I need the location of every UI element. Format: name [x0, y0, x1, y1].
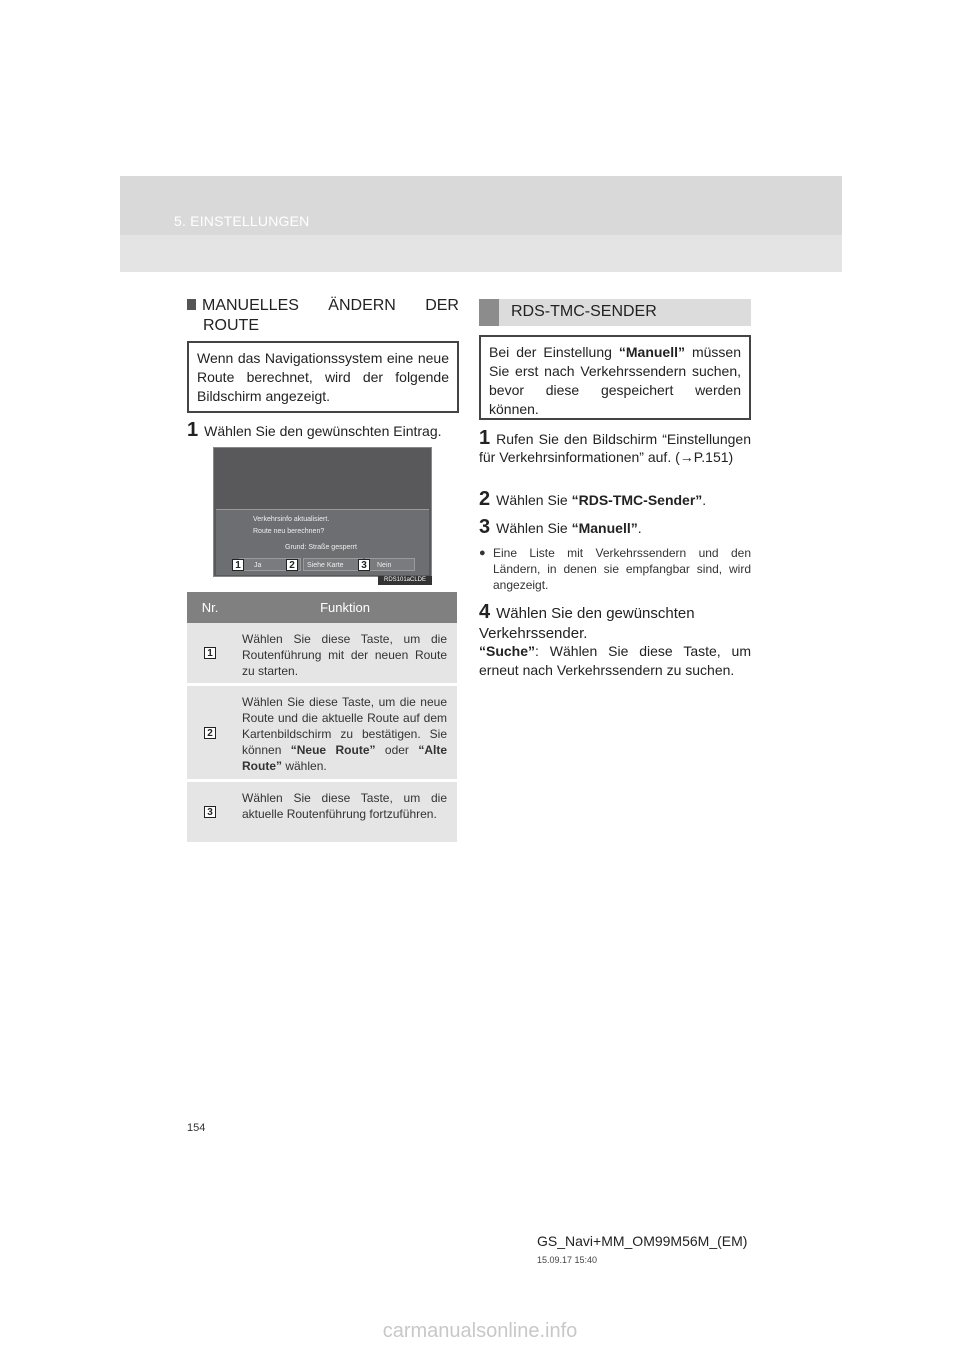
row-text — [233, 686, 457, 779]
watermark: carmanualsonline.info — [382, 1320, 578, 1342]
header-inner-band — [120, 235, 842, 272]
step-number: 3 — [479, 516, 491, 538]
bullet-note — [479, 545, 751, 593]
bullet-icon: ● — [479, 547, 486, 559]
rds-section-title: RDS-TMC-SENDER — [511, 303, 657, 320]
right-step-1 — [479, 429, 751, 466]
document-date: 15.09.17 15:40 — [537, 1255, 598, 1265]
col-funktion: Funktion — [320, 600, 370, 615]
col-nr: Nr. — [201, 600, 219, 615]
right-step-4 — [479, 602, 751, 644]
intro-box: Wenn das Navigationssystem eine neue Route berechnet, wird der folgende Bildschirm angezeigt. — [187, 341, 459, 413]
step-number: 4 — [479, 601, 491, 623]
step-number: 1 — [479, 427, 491, 449]
square-bullet-icon — [187, 299, 196, 310]
section-marker — [479, 299, 499, 326]
step-number: 2 — [479, 488, 491, 510]
heading-word-2: ÄNDERN — [328, 297, 396, 314]
row-text-part: wählen. — [282, 759, 327, 773]
rds-tmc-sender-label: “RDS-TMC-Sender” — [571, 492, 703, 508]
page-number: 154 — [187, 1122, 206, 1134]
intro-text: Bei der Einstellung — [489, 344, 619, 360]
reroute-dialog — [216, 509, 429, 575]
yes-button[interactable]: Ja — [239, 558, 301, 571]
neue-route-label: “Neue Route” — [290, 743, 376, 757]
table-header — [187, 592, 457, 623]
rds-section-bar — [479, 299, 751, 326]
step-text: Wählen Sie — [496, 492, 572, 508]
row-text: Wählen Sie diese Taste, um die Routenführung mit der neuen Route zu starten. — [242, 632, 447, 678]
step-text: Wählen Sie — [496, 520, 572, 536]
rds-intro-box — [479, 335, 751, 420]
step-text: . — [637, 520, 642, 536]
step-text: Rufen Sie den Bildschirm “Einstellungen für Verkehrsinformationen” auf. (→P.151) — [479, 431, 751, 465]
suche-description — [479, 642, 751, 680]
heading-word-1: MANUELLES — [202, 297, 299, 314]
right-step-2 — [479, 490, 751, 509]
dialog-reason: Grund: Straße gesperrt — [285, 544, 357, 551]
right-step-3 — [479, 518, 751, 537]
bullet-text: Eine Liste mit Verkehrssendern und den Ländern, in denen sie empfangbar sind, wird angezeigt. — [493, 546, 751, 592]
intro-text: müssen Sie erst nach Verkehrssendern suchen, bevor diese gespeichert werden können. — [489, 344, 741, 417]
step-text: Wählen Sie den gewünschten Eintrag. — [204, 423, 442, 439]
step-text: Wählen Sie den gewünschten Verkehrssender. — [479, 605, 695, 642]
table-row — [187, 686, 457, 782]
left-step-1 — [187, 421, 459, 440]
dialog-line-2: Route neu berechnen? — [253, 528, 325, 535]
row-number-badge: 1 — [204, 647, 216, 659]
left-heading — [187, 296, 459, 336]
callout-2: 2 — [286, 559, 298, 571]
table-row — [187, 782, 457, 842]
row-text: Wählen Sie diese Taste, um die aktuelle Routenführung fortzuführen. — [242, 791, 447, 821]
manuell-label: “Manuell” — [571, 520, 638, 536]
no-button[interactable]: Nein — [365, 558, 415, 571]
document-code: GS_Navi+MM_OM99M56M_(EM) — [537, 1233, 748, 1249]
row-text-part: Wählen Sie diese Taste, um die neue Route und die aktuelle Route auf dem Kartenbildschirm zu bestätigen. Sie können — [242, 695, 447, 757]
step-text: . — [702, 492, 707, 508]
heading-word-3: DER — [425, 297, 459, 314]
function-table — [187, 592, 457, 842]
row-number-badge: 2 — [204, 727, 216, 739]
row-text-part: oder — [375, 743, 419, 757]
callout-1: 1 — [232, 559, 244, 571]
manuell-label: “Manuell” — [618, 344, 685, 360]
dialog-line-1: Verkehrsinfo aktualisiert. — [253, 516, 330, 523]
row-number-badge: 3 — [204, 806, 216, 818]
alte-route-label: “Alte Route” — [242, 743, 447, 773]
step-number: 1 — [187, 419, 199, 441]
heading-line-2: ROUTE — [203, 317, 259, 334]
see-map-button[interactable]: Siehe Karte — [303, 558, 363, 571]
suche-label: “Suche” — [479, 643, 536, 659]
image-code: RDS101aCLDE — [378, 576, 432, 585]
suche-text: : Wählen Sie diese Taste, um erneut nach Verkehrssendern zu suchen. — [479, 643, 751, 678]
table-row — [187, 623, 457, 686]
section-title: 5. EINSTELLUNGEN — [174, 213, 310, 229]
callout-3: 3 — [358, 559, 370, 571]
